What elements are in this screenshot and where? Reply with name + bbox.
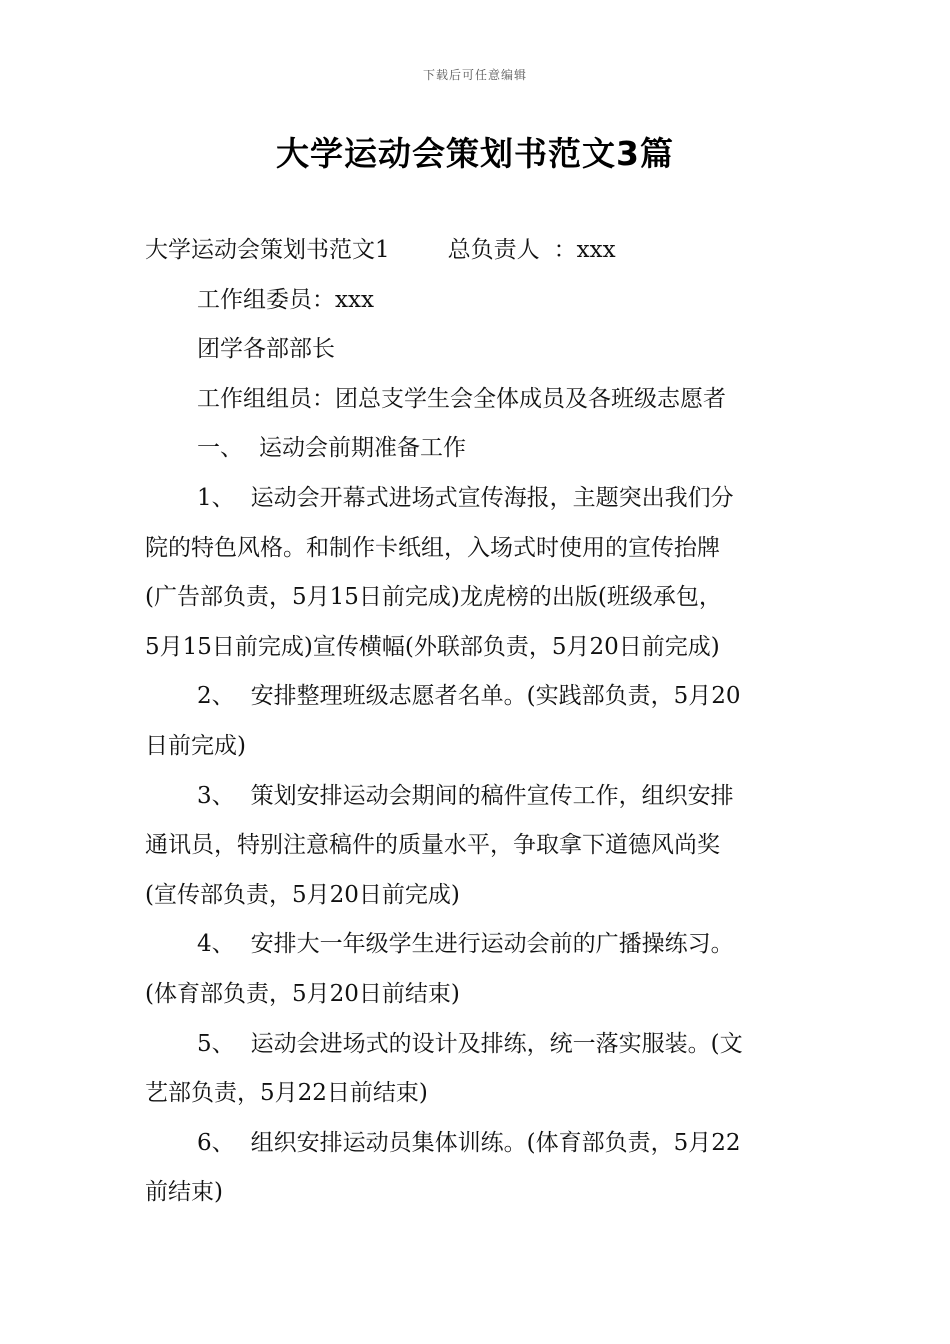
intro-line [145, 226, 810, 276]
item-continuation: 5月15日前完成)宣传横幅(外联部负责，5月20日前完成) [145, 633, 720, 660]
section-number: 一、 [197, 435, 243, 462]
item-continuation: 院的特色风格。和制作卡纸组，入场式时使用的宣传抬牌 [145, 534, 720, 561]
list-item [145, 772, 810, 822]
item-number: 1、 [197, 484, 235, 511]
item-number: 4、 [197, 931, 235, 958]
item-text: 策划安排运动会期间的稿件宣传工作，组织安排 [250, 782, 734, 809]
section-heading [145, 424, 810, 474]
section-text: 运动会前期准备工作 [259, 435, 466, 462]
leader-value: ：xxx [553, 237, 616, 263]
leader-label: 总负责人 [447, 237, 540, 263]
item-continuation: 艺部负责，5月22日前结束) [145, 1080, 428, 1107]
item-continuation: 日前完成) [145, 732, 246, 759]
item-text: 组织安排运动员集体训练。(体育部负责，5月22 [250, 1129, 741, 1156]
item-continuation: (体育部负责，5月20日前结束) [145, 980, 460, 1007]
ministers-line: 团学各部部长 [197, 336, 335, 363]
item-number: 2、 [197, 683, 235, 710]
item-continuation: 前结束) [145, 1179, 223, 1206]
item-text: 安排整理班级志愿者名单。(实践部负责，5月20 [250, 683, 741, 710]
item-number: 3、 [197, 782, 235, 809]
item-continuation: (广告部负责，5月15日前完成)龙虎榜的出版(班级承包， [145, 584, 722, 611]
item-continuation: (宣传部负责，5月20日前完成) [145, 881, 460, 908]
list-item [145, 672, 810, 722]
item-text: 运动会开幕式进场式宣传海报，主题突出我们分 [250, 484, 734, 511]
item-text: 运动会进场式的设计及排练，统一落实服装。(文 [250, 1030, 743, 1057]
list-item [145, 474, 810, 524]
item-number: 6、 [197, 1129, 235, 1156]
item-continuation: 通讯员，特别注意稿件的质量水平，争取拿下道德风尚奖 [145, 832, 720, 859]
members-line: 工作组组员：团总支学生会全体成员及各班级志愿者 [197, 385, 726, 412]
document-body [145, 226, 810, 1218]
item-text: 安排大一年级学生进行运动会前的广播操练习。 [250, 931, 734, 958]
list-item [145, 920, 810, 970]
doc-name: 大学运动会策划书范文1 [145, 237, 390, 263]
watermark-text: 下载后可任意编辑 [422, 68, 527, 82]
page-title: 大学运动会策划书范文3篇 [276, 134, 674, 173]
item-number: 5、 [197, 1030, 235, 1057]
list-item [145, 1020, 810, 1070]
list-item [145, 1119, 810, 1169]
committee-line: 工作组委员：xxx [197, 286, 374, 313]
